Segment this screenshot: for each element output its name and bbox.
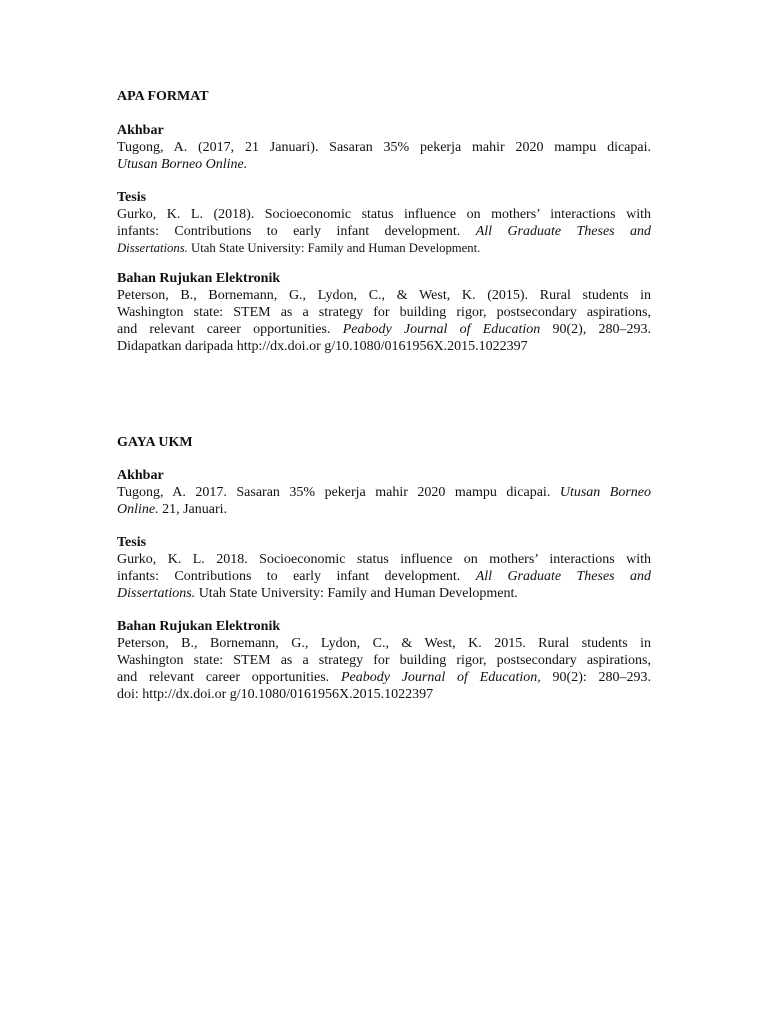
apa-tesis-line-1: Gurko, K. L. (2018). Socioeconomic status influence on mothers’ interactions with (117, 207, 651, 222)
apa-elektronik-reference (117, 287, 651, 355)
apa-tesis-line-2 (117, 223, 651, 240)
apa-elektronik-pages: 90(2), 280–293. (552, 322, 652, 337)
apa-tesis-line-2-text: infants: Contributions to early infant development. (117, 224, 461, 239)
ukm-akhbar-date: 21, Januari. (162, 502, 228, 517)
ukm-akhbar-entry (117, 467, 651, 518)
apa-tesis-journal-cont: Dissertations. (117, 241, 188, 255)
ukm-tesis-entry (117, 534, 651, 602)
ukm-section-title-block (117, 434, 651, 451)
ukm-elektronik-heading: Bahan Rujukan Elektronik (117, 619, 281, 634)
ukm-akhbar-line-1 (117, 484, 651, 501)
apa-akhbar-source: Utusan Borneo Online. (117, 157, 248, 172)
ukm-akhbar-line-1-text: Tugong, A. 2017. Sasaran 35% pekerja mahir 2020 mampu dicapai. (117, 485, 551, 500)
ukm-tesis-heading: Tesis (117, 535, 147, 550)
apa-elektronik-heading: Bahan Rujukan Elektronik (117, 271, 281, 286)
apa-section-title: APA FORMAT (117, 89, 209, 104)
apa-section-title-block (117, 88, 651, 105)
apa-tesis-entry (117, 189, 651, 257)
ukm-elektronik-pages: 90(2): 280–293. (552, 670, 652, 685)
ukm-akhbar-source: Utusan Borneo (559, 485, 651, 500)
ukm-section-title: GAYA UKM (117, 435, 193, 450)
ukm-tesis-journal: All Graduate Theses and (475, 569, 652, 584)
ukm-tesis-line-2 (117, 568, 651, 585)
apa-tesis-line-3 (117, 240, 651, 257)
ukm-tesis-line-3-text: Utah State University: Family and Human Development. (198, 586, 518, 601)
ukm-elektronik-line-1: Peterson, B., Bornemann, G., Lydon, C., & West, K. 2015. Rural students in (117, 636, 651, 651)
ukm-akhbar-reference (117, 484, 651, 518)
ukm-akhbar-heading: Akhbar (117, 468, 164, 483)
apa-elektronik-entry (117, 270, 651, 355)
apa-akhbar-reference (117, 139, 651, 173)
apa-elektronik-line-2: Washington state: STEM as a strategy for building rigor, postsecondary aspirations, (117, 305, 651, 320)
apa-akhbar-line-2 (117, 156, 651, 173)
ukm-elektronik-reference (117, 635, 651, 703)
apa-elektronik-line-3-text: and relevant career opportunities. (117, 322, 331, 337)
apa-elektronik-line-1: Peterson, B., Bornemann, G., Lydon, C., & West, K. (2015). Rural students in (117, 288, 651, 303)
ukm-tesis-journal-cont: Dissertations. (117, 586, 196, 601)
apa-elektronik-line-4: Didapatkan daripada http://dx.doi.or g/10.1080/0161956X.2015.1022397 (117, 339, 528, 354)
apa-tesis-heading: Tesis (117, 190, 147, 205)
apa-elektronik-line-3 (117, 321, 651, 338)
apa-akhbar-line-1: Tugong, A. (2017, 21 Januari). Sasaran 35% pekerja mahir 2020 mampu dicapai. (117, 140, 651, 155)
apa-akhbar-entry (117, 122, 651, 173)
ukm-elektronik-entry (117, 618, 651, 703)
ukm-elektronik-journal: Peabody Journal of Education, (340, 670, 541, 685)
ukm-elektronik-line-2: Washington state: STEM as a strategy for building rigor, postsecondary aspirations, (117, 653, 651, 668)
ukm-tesis-line-3 (117, 585, 651, 602)
apa-tesis-journal: All Graduate Theses and (475, 224, 652, 239)
ukm-elektronik-line-3-text: and relevant career opportunities. (117, 670, 330, 685)
ukm-elektronik-line-3 (117, 669, 651, 686)
ukm-akhbar-source-cont: Online. (117, 502, 159, 517)
apa-akhbar-heading: Akhbar (117, 123, 164, 138)
ukm-tesis-reference (117, 551, 651, 602)
ukm-akhbar-line-2 (117, 501, 651, 518)
ukm-elektronik-line-4: doi: http://dx.doi.or g/10.1080/0161956X.2015.1022397 (117, 687, 434, 702)
ukm-tesis-line-1: Gurko, K. L. 2018. Socioeconomic status influence on mothers’ interactions with (117, 552, 651, 567)
ukm-tesis-line-2-text: infants: Contributions to early infant development. (117, 569, 461, 584)
apa-tesis-line-3-text: Utah State University: Family and Human Development. (191, 241, 481, 255)
apa-tesis-reference (117, 206, 651, 257)
apa-elektronik-journal: Peabody Journal of Education (342, 322, 541, 337)
